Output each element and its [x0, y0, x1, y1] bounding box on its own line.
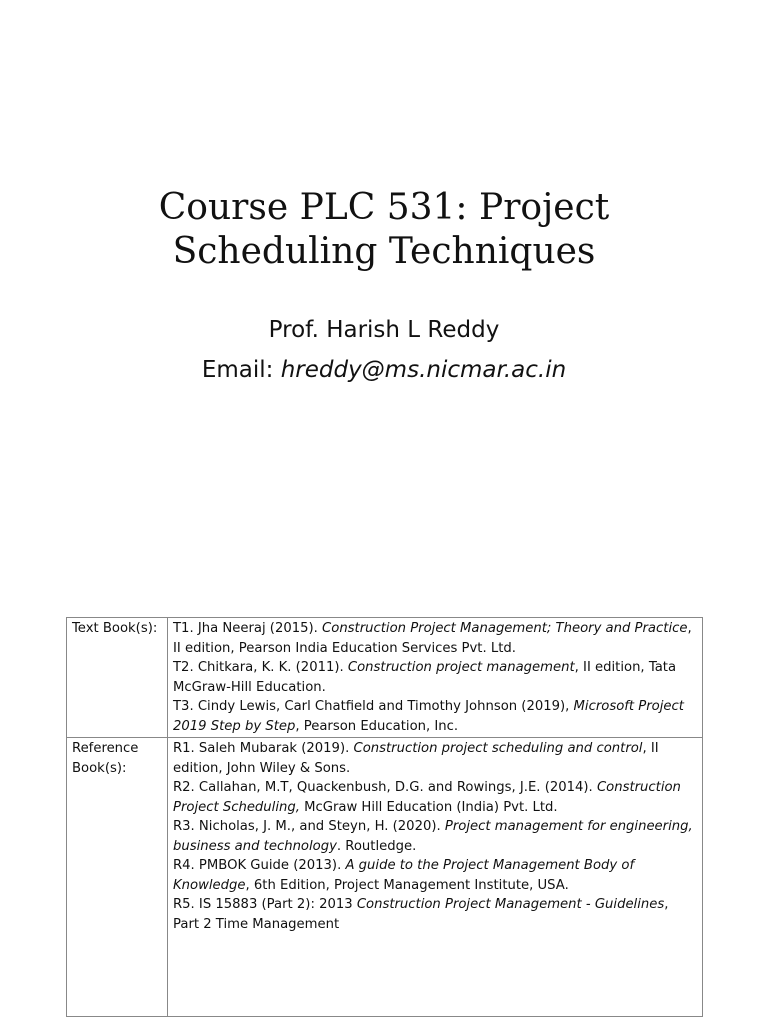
text-books-label: Text Book(s): [67, 618, 168, 738]
reference-book-entry: R4. PMBOK Guide (2013). A guide to the Project Management Body of Knowledge, 6th Edition, Project Management Institute, USA. [173, 858, 635, 893]
reference-book-entry: R3. Nicholas, J. M., and Steyn, H. (2020). Project management for engineering, business and technology. Routledge. [173, 819, 693, 854]
author-email-line [0, 350, 768, 390]
reference-book-entry: R5. IS 15883 (Part 2): 2013 Construction Project Management - Guidelines, Part 2 Time Management [173, 897, 669, 932]
reference-books-label: Reference Book(s): [67, 738, 168, 1017]
text-book-entry: T1. Jha Neeraj (2015). Construction Project Management; Theory and Practice, II edition, Pearson India Education Services Pvt. Ltd. [173, 621, 692, 656]
text-book-entry: T3. Cindy Lewis, Carl Chatfield and Timothy Johnson (2019), Microsoft Project 2019 Step by Step, Pearson Education, Inc. [173, 699, 684, 734]
email-label: Email: [201, 357, 274, 383]
text-books-list [168, 618, 703, 738]
reference-books-row [67, 738, 703, 1017]
reference-book-entry: R2. Callahan, M.T, Quackenbush, D.G. and Rowings, J.E. (2014). Construction Project Scheduling, McGraw Hill Education (India) Pvt. Ltd. [173, 780, 681, 815]
course-title-line-1: Course PLC 531: Project [158, 187, 610, 228]
author-name: Prof. Harish L Reddy [268, 317, 500, 343]
course-title [0, 186, 768, 274]
books-table [66, 617, 703, 1017]
reference-books-list [168, 738, 703, 1017]
reference-book-entry: R1. Saleh Mubarak (2019). Construction project scheduling and control, II edition, John Wiley & Sons. [173, 741, 659, 776]
author-block [0, 310, 768, 390]
email-address: hreddy@ms.nicmar.ac.in [280, 357, 567, 383]
text-book-entry: T2. Chitkara, K. K. (2011). Construction project management, II edition, Tata McGraw-Hill Education. [173, 660, 677, 695]
text-books-row [67, 618, 703, 738]
course-title-line-2: Scheduling Techniques [172, 231, 596, 272]
